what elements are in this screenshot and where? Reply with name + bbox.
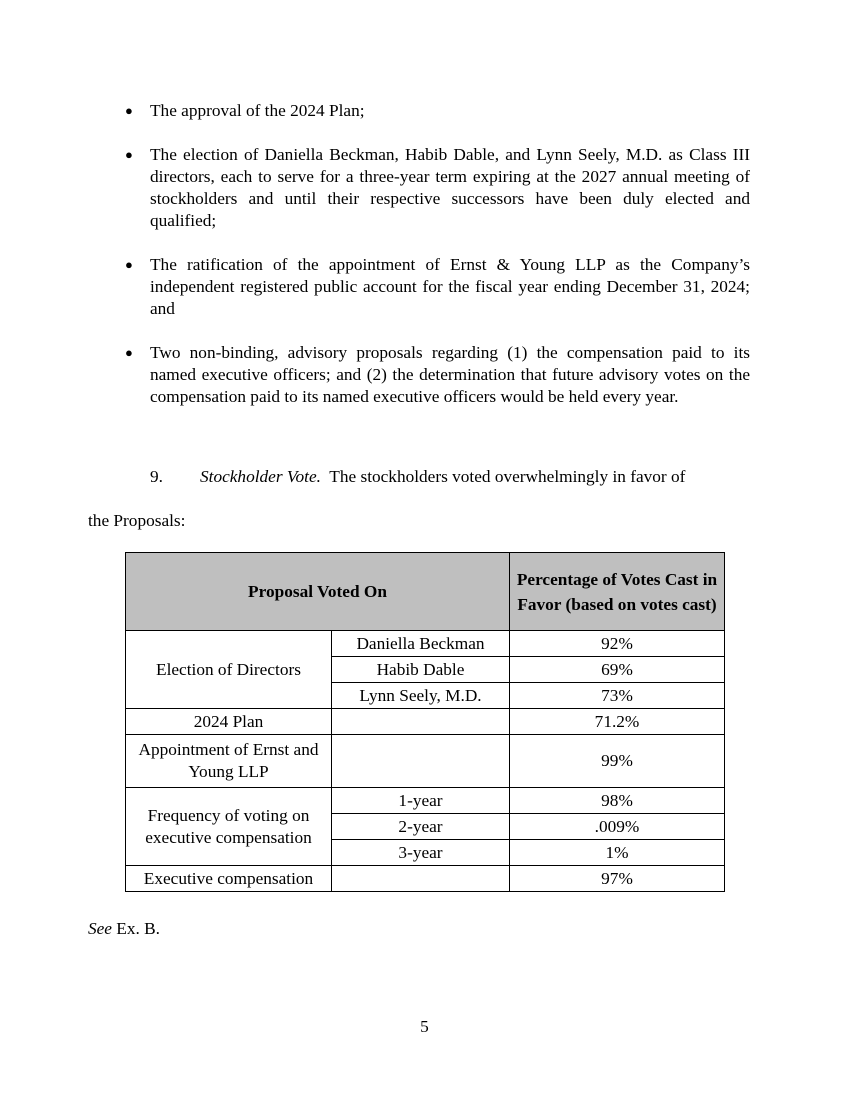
bullet-text: The approval of the 2024 Plan; (150, 101, 365, 120)
vote-percentage: 92% (510, 631, 725, 657)
table-row (126, 709, 725, 735)
proposal-bullet-list (120, 100, 750, 408)
paragraph-number: 9. (150, 467, 163, 486)
director-name: Lynn Seely, M.D. (332, 683, 510, 709)
bullet-item (120, 254, 750, 320)
empty-cell (332, 709, 510, 735)
bullet-text: The election of Daniella Beckman, Habib Dable, and Lynn Seely, M.D. as Class III directors, each to serve for a three-year term expiring at the 2027 annual meeting of stockholders and until their respective successors have been duly elected and qualified; (150, 145, 750, 230)
table-row (126, 866, 725, 892)
bullet-dot-icon: ● (125, 257, 133, 272)
vote-percentage: 1% (510, 840, 725, 866)
plan-label: 2024 Plan (126, 709, 332, 735)
director-name: Daniella Beckman (332, 631, 510, 657)
see-italic: See (88, 919, 112, 938)
paragraph-text-line2: the Proposals: (88, 511, 186, 530)
appointment-label: Appointment of Ernst and Young LLP (126, 735, 332, 788)
director-name: Habib Dable (332, 657, 510, 683)
vote-percentage: 98% (510, 788, 725, 814)
election-label: Election of Directors (126, 631, 332, 709)
bullet-item (120, 342, 750, 408)
bullet-dot-icon: ● (125, 147, 133, 162)
bullet-item (120, 144, 750, 232)
bullet-dot-icon: ● (125, 103, 133, 118)
paragraph-text-line1: The stockholders voted overwhelmingly in favor of (329, 467, 686, 486)
frequency-option: 1-year (332, 788, 510, 814)
page-number: 5 (420, 1017, 429, 1036)
header-percentage: Percentage of Votes Cast in Favor (based on votes cast) (510, 553, 725, 631)
vote-percentage: .009% (510, 814, 725, 840)
table-row (126, 788, 725, 814)
vote-percentage: 97% (510, 866, 725, 892)
vote-percentage: 99% (510, 735, 725, 788)
vote-percentage: 69% (510, 657, 725, 683)
see-rest: Ex. B. (111, 919, 160, 938)
paragraph-heading: Stockholder Vote. (200, 467, 321, 486)
header-proposal: Proposal Voted On (126, 553, 510, 631)
bullet-item (120, 100, 750, 122)
table-header-row (126, 553, 725, 631)
vote-results-table (125, 552, 725, 892)
frequency-label: Frequency of voting on executive compensation (126, 788, 332, 866)
table-row (126, 735, 725, 788)
empty-cell (332, 866, 510, 892)
table-row (126, 631, 725, 657)
paragraph-9 (88, 466, 750, 530)
bullet-text: The ratification of the appointment of Ernst & Young LLP as the Company’s independent registered public account for the fiscal year ending December 31, 2024; and (150, 255, 750, 318)
vote-percentage: 73% (510, 683, 725, 709)
empty-cell (332, 735, 510, 788)
exec-comp-label: Executive compensation (126, 866, 332, 892)
frequency-option: 2-year (332, 814, 510, 840)
bullet-dot-icon: ● (125, 345, 133, 360)
vote-percentage: 71.2% (510, 709, 725, 735)
frequency-option: 3-year (332, 840, 510, 866)
bullet-text: Two non-binding, advisory proposals regarding (1) the compensation paid to its named executive officers; and (2) the determination that future advisory votes on the compensation paid to its named executive officers would be held every year. (150, 343, 750, 406)
see-exhibit-reference (88, 918, 160, 940)
